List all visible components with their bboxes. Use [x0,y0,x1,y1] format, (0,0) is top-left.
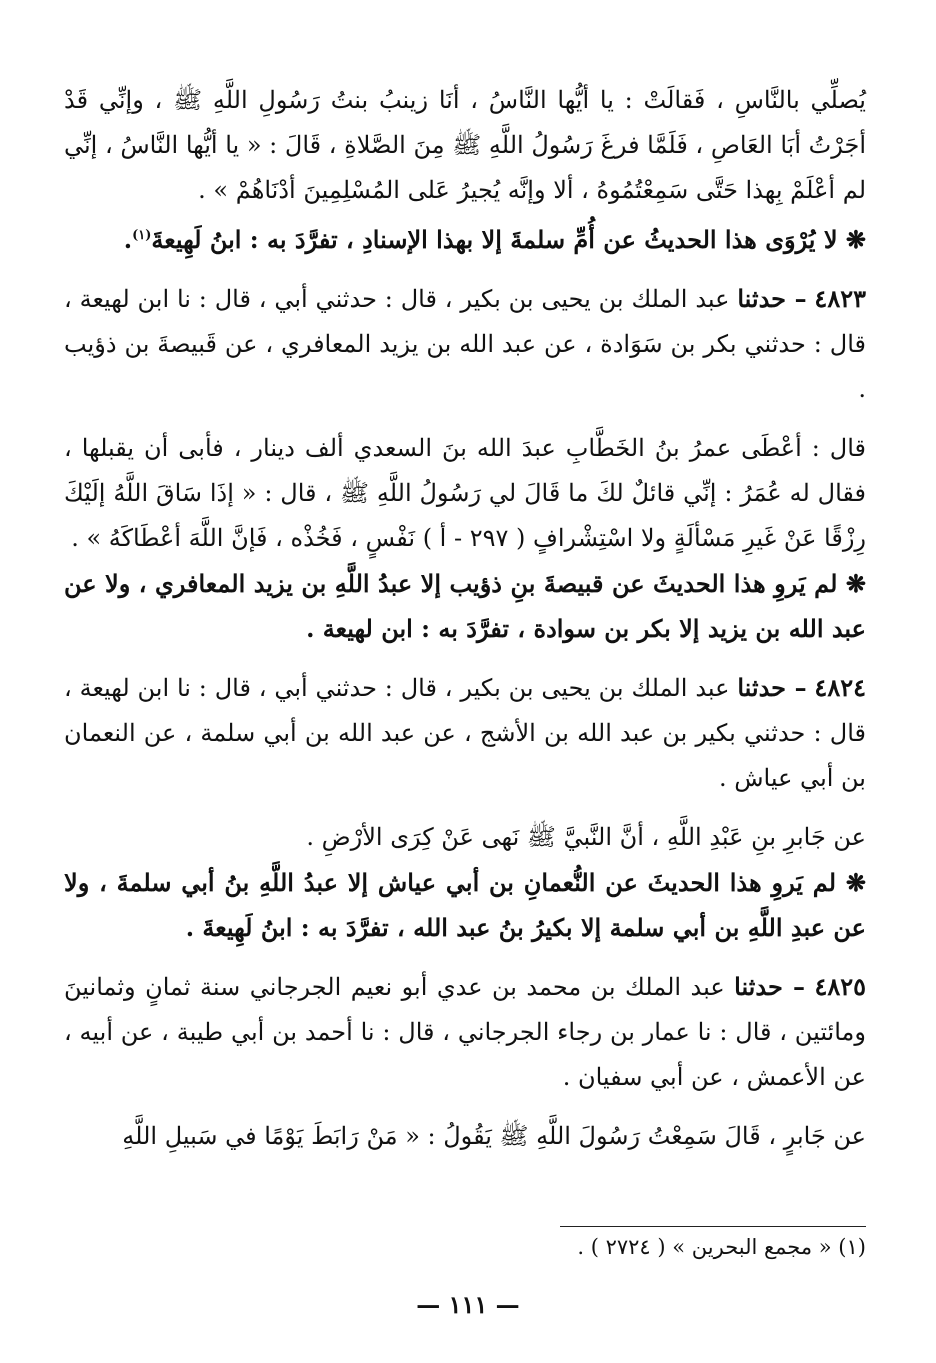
hadith-head: حدثنا [737,284,786,313]
paragraph-7 [64,815,866,860]
hadith-number: ٤٨٢٥ [814,972,866,1001]
hadith-number: ٤٨٢٣ [814,284,866,313]
paragraph-text: عن جَابرِ بنِ عَبْدِ اللَّهِ ، أنَّ النَّبيَّ ﷺ نَهى عَنْ كِرَى الأرْضِ . [306,823,866,851]
commentary-text: لا يُرْوَى هذا الحديثُ عن أُمِّ سلمةَ إلا بهذا الإسنادِ ، تفرَّدَ به : ابنُ لَهِيعةَ [151,225,838,254]
commentary-3 [64,860,866,950]
hadith-text: عبد الملك بن محمد بن عدي أبو نعيم الجرجاني سنة ثمانٍ وثمانينَ ومائتين ، قال : نا عمار بن رجاء الجرجاني ، قال : نا أحمد بن أبي طيبة ، عن أبيه ، عن الأعمش ، عن أبي سفيان . [64,973,866,1091]
commentary-text: لم يَروِ هذا الحديثَ عن النُّعمانِ بن أبي عياش إلا عبدُ اللَّهِ بنُ أبي سلمةَ ، ولا عن عبدِ اللَّهِ بن أبي سلمة إلا بكيرُ بنُ عبد الله ، تفرَّدَ به : ابنُ لَهِيعةَ . [64,868,866,942]
hadith-4824: ٤٨٢٤ – حدثنا عبد الملك بن يحيى بن بكير ، قال : حدثني أبي ، قال : نا ابن لهيعة ، قال : حدثني بكير بن عبد الله بن الأشج ، عن عبد الله بن أبي سلمة ، عن النعمان بن أبي عياش . [64,673,866,792]
hadith-number: ٤٨٢٤ [814,673,866,702]
paragraph-1 [64,78,866,213]
hadith-4823: ٤٨٢٣ – حدثنا عبد الملك بن يحيى بن بكير ، قال : حدثني أبي ، قال : نا ابن لهيعة ، قال : حدثني بكر بن سَوَادة ، عن عبد الله بن يزيد المعافري ، عن قَبيصةَ بن ذؤيب . [64,284,866,403]
hadith-text: عبد الملك بن يحيى بن بكير ، قال : حدثني أبي ، قال : نا ابن لهيعة ، قال : حدثني بكير بن عبد الله بن الأشج ، عن عبد الله بن أبي سلمة ، عن النعمان بن أبي عياش . [64,674,866,792]
paragraph-text: عن جَابرٍ ، قَالَ سَمِعْتُ رَسُولَ اللَّهِ ﷺ يَقُولُ : « مَنْ رَابَطَ يَوْمًا في سَبيلِ اللَّهِ [122,1122,866,1150]
page-number: — ١١١ — [416,1290,520,1319]
paragraph-4 [64,426,866,561]
paragraph-text: يُصلِّي بالنَّاسِ ، فَقالَتْ : يا أيُّها النَّاسُ ، أنَا زينبُ بنتُ رَسُولِ اللَّهِ ﷺ ، وإنِّي قَدْ أجَرْتُ أبَا العَاصِ ، فَلَمَّا فرغَ رَسُولُ اللَّهِ ﷺ مِنَ الصَّلاةِ ، قَالَ : « يا أيُّها النَّاسُ ، إنِّي لم أعْلَمْ بِهذا حَتَّى سَمِعْتُمُوهُ ، ألا وإنَّه يُجيرُ عَلى المُسْلِمِينَ أدْنَاهُمْ » . [64,86,866,204]
footnote-ref: (١) [132,228,152,243]
paragraph-text: قال : أعْطَى عمرُ بنُ الخَطَّابِ عبدَ الله بنَ السعدي ألف دينار ، فأبى أن يقبلها ، فقال له عُمَرُ : إنِّي قائلٌ لكَ ما قَالَ لي رَسُولُ اللَّهِ ﷺ ، قال : « إذَا سَاقَ اللَّهُ إلَيْكَ رِزْقًا عَنْ غَيرِ مَسْألَةٍ ولا اسْتِشْرافٍ ( ٢٩٧ - أ ) نَفْسٍ ، فَخُذْه ، فَإنَّ اللَّهَ أعْطَاكَهُ » . [64,434,866,552]
commentary-1: ❋ لا يُرْوَى هذا الحديثُ عن أُمِّ سلمةَ إلا بهذا الإسنادِ ، تفرَّدَ به : ابنُ لَهِيعةَ$^{(١)}$. [64,213,866,262]
footnote: (١) « مجمع البحرين » ( ٢٧٢٤ ) . [577,1235,866,1259]
hadith-text: عبد الملك بن يحيى بن بكير ، قال : حدثني أبي ، قال : نا ابن لهيعة ، قال : حدثني بكر بن سَوَادة ، عن عبد الله بن يزيد المعافري ، عن قَبيصةَ بن ذؤيب . [64,285,866,403]
paragraph-10 [64,1114,866,1159]
hadith-4825: ٤٨٢٥ – حدثنا عبد الملك بن محمد بن عدي أبو نعيم الجرجاني سنة ثمانٍ وثمانينَ ومائتين ، قال : نا عمار بن رجاء الجرجاني ، قال : نا أحمد بن أبي طيبة ، عن أبيه ، عن الأعمش ، عن أبي سفيان . [64,972,866,1091]
footnote-divider [560,1226,866,1227]
hadith-head: حدثنا [737,673,786,702]
hadith-head: حدثنا [734,972,783,1001]
commentary-text: لم يَروِ هذا الحديثَ عن قبيصةَ بنِ ذؤيب إلا عبدُ اللَّهِ بن يزيد المعافري ، ولا عن عبد الله بن يزيد إلا بكر بن سوادة ، تفرَّدَ به : ابن لهيعة . [64,569,866,643]
commentary-2 [64,561,866,651]
